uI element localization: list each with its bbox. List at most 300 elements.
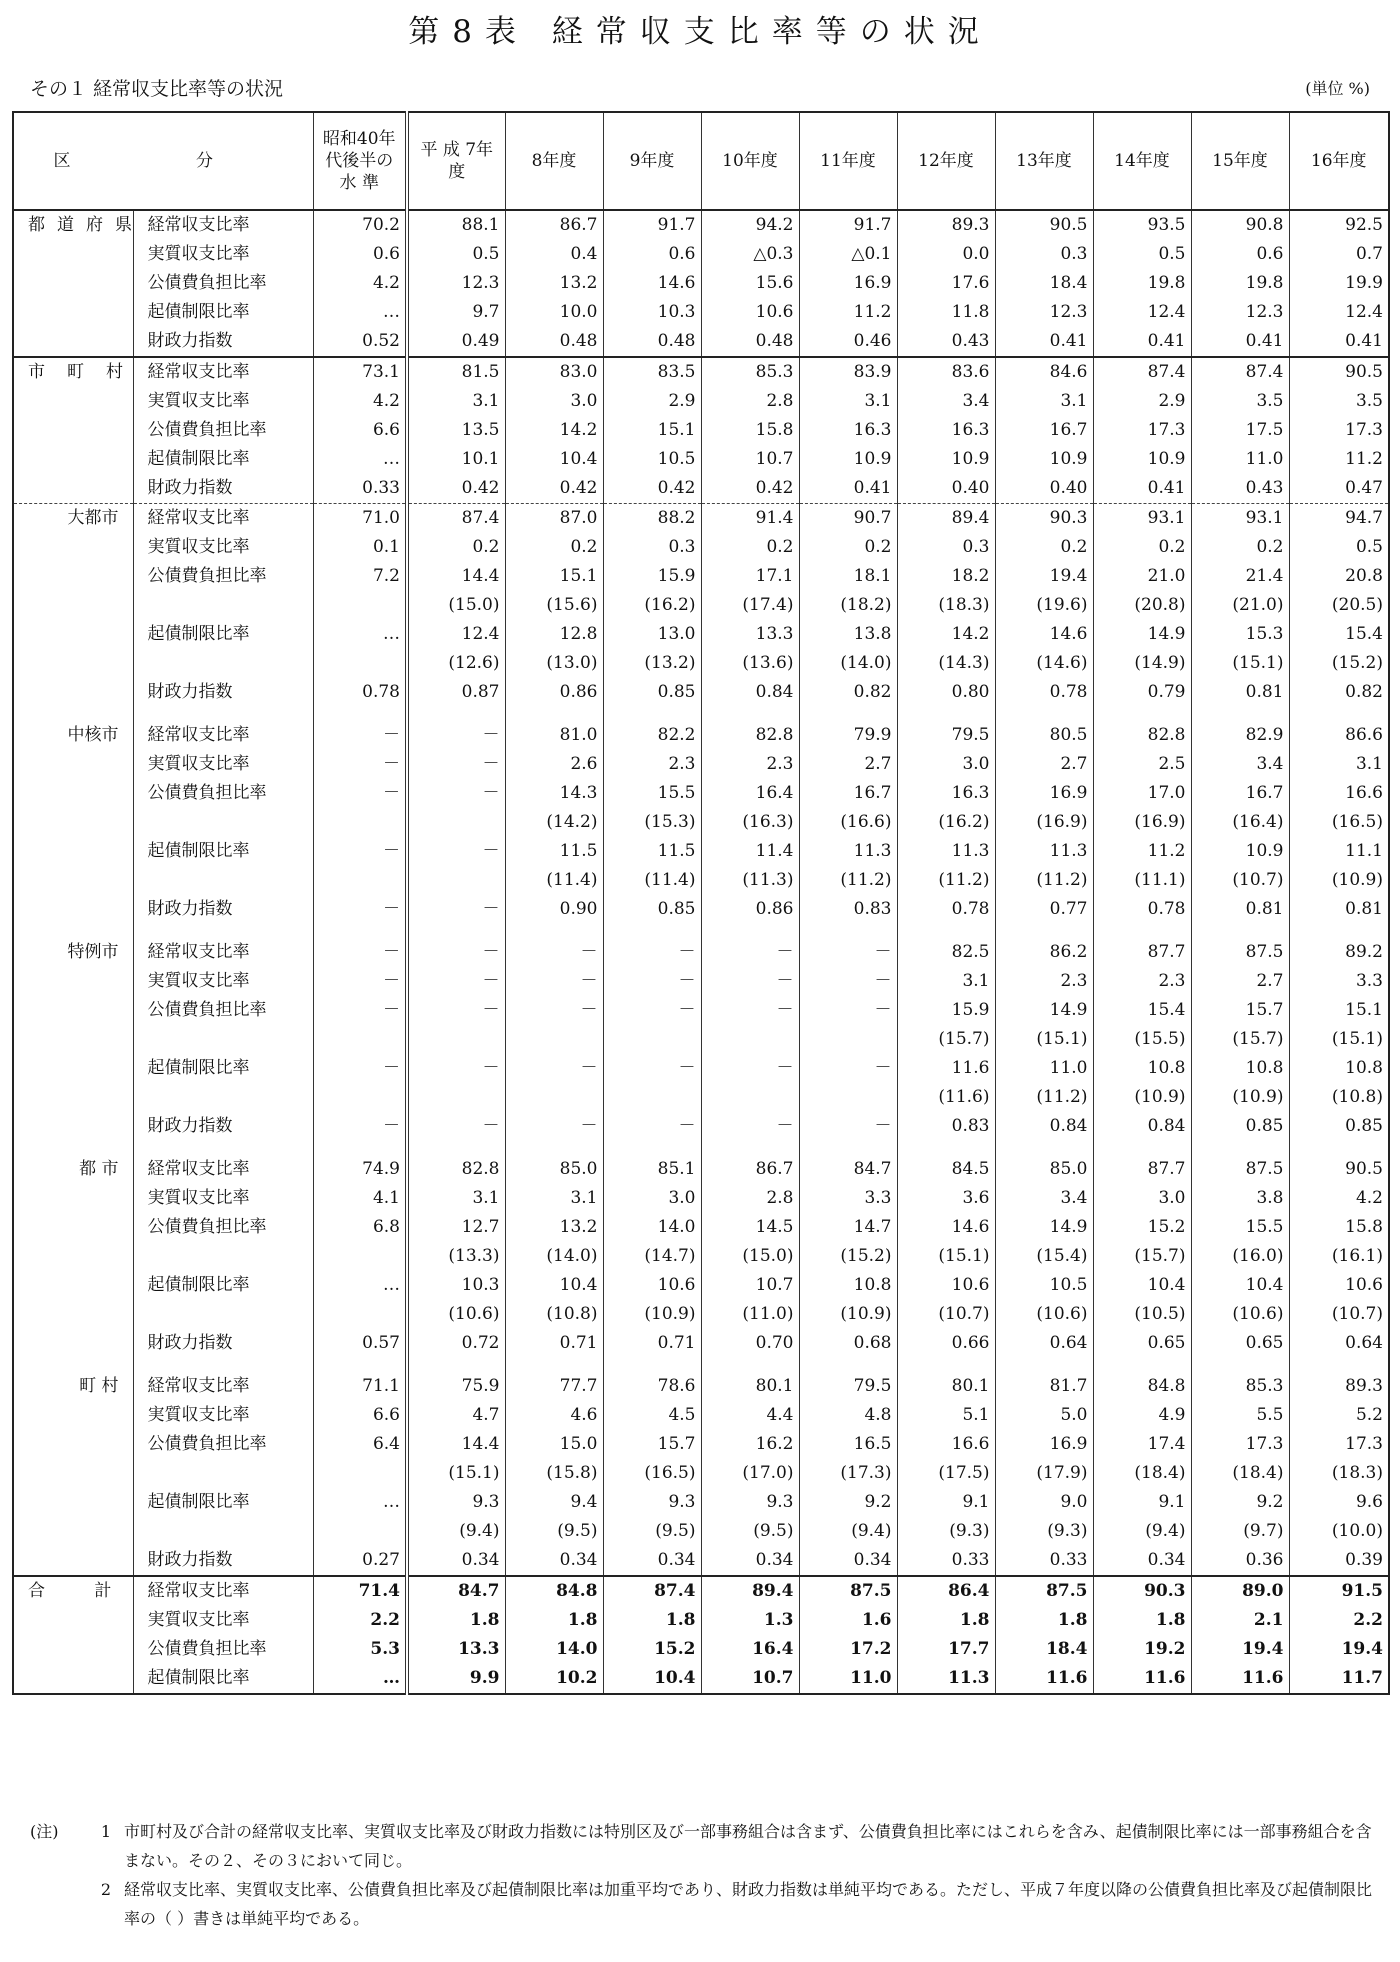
value-cell: 16.4 <box>701 779 799 808</box>
value-cell: 90.7 <box>799 504 897 534</box>
value-cell: 15.2 <box>603 1635 701 1664</box>
value-cell: 1.8 <box>995 1606 1093 1635</box>
value-cell: － <box>701 996 799 1025</box>
value-cell: 86.7 <box>505 210 603 240</box>
value-cell: 18.4 <box>995 269 1093 298</box>
value-cell: (11.2) <box>897 866 995 895</box>
value-cell: 14.4 <box>407 562 505 591</box>
value-cell: 9.3 <box>603 1488 701 1517</box>
value-cell: 89.4 <box>701 1576 799 1606</box>
value-cell: 93.5 <box>1093 210 1191 240</box>
value-cell: 0.3 <box>897 533 995 562</box>
value-cell: － <box>799 996 897 1025</box>
value-cell: (14.0) <box>799 649 897 678</box>
value-cell: (10.0) <box>1289 1517 1389 1546</box>
value-cell: － <box>407 967 505 996</box>
value-cell: 19.9 <box>1289 269 1389 298</box>
value-cell: 87.4 <box>1093 357 1191 387</box>
table-row <box>13 1488 1389 1517</box>
value-cell: 15.4 <box>1289 620 1389 649</box>
indicator-label <box>133 591 313 620</box>
table-row <box>13 357 1389 387</box>
value-cell: － <box>313 721 407 750</box>
value-cell: 81.0 <box>505 721 603 750</box>
value-cell: 0.4 <box>505 240 603 269</box>
value-cell: (16.5) <box>603 1459 701 1488</box>
value-cell: (11.2) <box>995 1083 1093 1112</box>
value-cell: 89.3 <box>897 210 995 240</box>
value-cell: 0.41 <box>1289 327 1389 357</box>
notes-label: (注) <box>30 1822 59 1841</box>
value-cell: 0.2 <box>799 533 897 562</box>
indicator-label: 財政力指数 <box>133 474 313 504</box>
indicator-label <box>133 1300 313 1329</box>
value-cell: 0.41 <box>995 327 1093 357</box>
section-label: 都道府県 <box>13 210 133 240</box>
value-cell: (9.5) <box>603 1517 701 1546</box>
value-cell: 16.6 <box>1289 779 1389 808</box>
value-cell <box>701 1025 799 1054</box>
indicator-label: 実質収支比率 <box>133 1184 313 1213</box>
value-cell: 82.8 <box>1093 721 1191 750</box>
value-cell: 80.1 <box>897 1372 995 1401</box>
value-cell: (9.4) <box>407 1517 505 1546</box>
indicator-label: 財政力指数 <box>133 678 313 707</box>
indicator-label: 公債費負担比率 <box>133 416 313 445</box>
value-cell: 91.7 <box>603 210 701 240</box>
value-cell: (16.4) <box>1191 808 1289 837</box>
value-cell <box>313 1300 407 1329</box>
value-cell: (18.2) <box>799 591 897 620</box>
value-cell: 16.9 <box>799 269 897 298</box>
indicator-label: 財政力指数 <box>133 1546 313 1576</box>
value-cell: 12.7 <box>407 1213 505 1242</box>
value-cell: － <box>505 1054 603 1083</box>
indicator-label: 経常収支比率 <box>133 504 313 534</box>
table-row <box>13 445 1389 474</box>
value-cell: 4.2 <box>313 387 407 416</box>
value-cell: 16.7 <box>995 416 1093 445</box>
value-cell: 3.1 <box>1289 750 1389 779</box>
value-cell: 14.2 <box>897 620 995 649</box>
value-cell: 12.3 <box>995 298 1093 327</box>
value-cell: 0.84 <box>701 678 799 707</box>
header-cell: 14年度 <box>1093 112 1191 210</box>
value-cell: … <box>313 620 407 649</box>
value-cell: (18.3) <box>1289 1459 1389 1488</box>
value-cell: － <box>407 895 505 924</box>
value-cell: 14.0 <box>603 1213 701 1242</box>
value-cell <box>313 866 407 895</box>
value-cell: 83.6 <box>897 357 995 387</box>
value-cell <box>407 1025 505 1054</box>
value-cell: 87.5 <box>1191 938 1289 967</box>
value-cell: 11.0 <box>1191 445 1289 474</box>
value-cell: － <box>313 895 407 924</box>
value-cell: 13.5 <box>407 416 505 445</box>
value-cell: 87.4 <box>1191 357 1289 387</box>
header-cell: 12年度 <box>897 112 995 210</box>
table-row <box>13 1606 1389 1635</box>
value-cell: 0.48 <box>505 327 603 357</box>
value-cell: 10.5 <box>995 1271 1093 1300</box>
indicator-label: 経常収支比率 <box>133 1576 313 1606</box>
table-row <box>13 779 1389 808</box>
indicator-label: 公債費負担比率 <box>133 1430 313 1459</box>
value-cell: 14.0 <box>505 1635 603 1664</box>
value-cell: 10.6 <box>603 1271 701 1300</box>
value-cell: 14.9 <box>995 1213 1093 1242</box>
value-cell: 11.3 <box>995 837 1093 866</box>
value-cell: (18.4) <box>1093 1459 1191 1488</box>
section-label: 都 市 <box>79 1159 119 1179</box>
value-cell: (10.5) <box>1093 1300 1191 1329</box>
value-cell: (18.4) <box>1191 1459 1289 1488</box>
indicator-label: 財政力指数 <box>133 1329 313 1358</box>
value-cell: 0.34 <box>407 1546 505 1576</box>
value-cell: 15.8 <box>1289 1213 1389 1242</box>
value-cell: 18.2 <box>897 562 995 591</box>
header-row <box>13 112 1389 210</box>
value-cell: 10.0 <box>505 298 603 327</box>
value-cell: 19.4 <box>1191 1635 1289 1664</box>
value-cell: 14.6 <box>995 620 1093 649</box>
value-cell: 94.7 <box>1289 504 1389 534</box>
section-label: 合 計 <box>13 1576 133 1606</box>
value-cell: (9.5) <box>701 1517 799 1546</box>
table-row <box>13 327 1389 357</box>
value-cell: － <box>313 750 407 779</box>
value-cell: (16.9) <box>1093 808 1191 837</box>
value-cell: 0.83 <box>897 1112 995 1141</box>
value-cell <box>313 1517 407 1546</box>
value-cell: (10.6) <box>407 1300 505 1329</box>
value-cell: 19.8 <box>1191 269 1289 298</box>
value-cell: 15.3 <box>1191 620 1289 649</box>
value-cell: 9.1 <box>897 1488 995 1517</box>
value-cell: 12.4 <box>1289 298 1389 327</box>
value-cell: 6.8 <box>313 1213 407 1242</box>
value-cell: (13.6) <box>701 649 799 678</box>
value-cell: 11.0 <box>799 1664 897 1694</box>
value-cell: 74.9 <box>313 1155 407 1184</box>
value-cell: 0.3 <box>995 240 1093 269</box>
value-cell: 0.34 <box>799 1546 897 1576</box>
value-cell: 91.5 <box>1289 1576 1389 1606</box>
value-cell: 16.7 <box>799 779 897 808</box>
value-cell: 17.3 <box>1289 416 1389 445</box>
value-cell: (10.8) <box>1289 1083 1389 1112</box>
value-cell: 0.68 <box>799 1329 897 1358</box>
value-cell: 10.9 <box>799 445 897 474</box>
value-cell: 0.0 <box>897 240 995 269</box>
value-cell: 93.1 <box>1191 504 1289 534</box>
value-cell: 15.7 <box>603 1430 701 1459</box>
value-cell: 88.2 <box>603 504 701 534</box>
value-cell: 0.85 <box>603 678 701 707</box>
value-cell: 11.6 <box>1191 1664 1289 1694</box>
value-cell: 10.8 <box>1289 1054 1389 1083</box>
value-cell: 2.3 <box>603 750 701 779</box>
value-cell: (10.9) <box>1191 1083 1289 1112</box>
value-cell: △0.3 <box>701 240 799 269</box>
value-cell: － <box>603 1054 701 1083</box>
value-cell: (14.9) <box>1093 649 1191 678</box>
value-cell: (17.4) <box>701 591 799 620</box>
indicator-label <box>133 1242 313 1271</box>
value-cell: － <box>603 967 701 996</box>
value-cell: 10.4 <box>505 445 603 474</box>
value-cell: 80.5 <box>995 721 1093 750</box>
table-row <box>13 837 1389 866</box>
value-cell: 81.5 <box>407 357 505 387</box>
value-cell: 16.6 <box>897 1430 995 1459</box>
value-cell: 10.9 <box>1191 837 1289 866</box>
value-cell: 17.3 <box>1289 1430 1389 1459</box>
value-cell: 87.5 <box>799 1576 897 1606</box>
value-cell: 0.42 <box>603 474 701 504</box>
value-cell: 75.9 <box>407 1372 505 1401</box>
value-cell: (11.3) <box>701 866 799 895</box>
value-cell: 2.8 <box>701 387 799 416</box>
value-cell: 12.4 <box>407 620 505 649</box>
value-cell: 5.0 <box>995 1401 1093 1430</box>
indicator-label: 起債制限比率 <box>133 1054 313 1083</box>
value-cell: 0.5 <box>407 240 505 269</box>
indicator-label: 起債制限比率 <box>133 445 313 474</box>
value-cell: 2.6 <box>505 750 603 779</box>
value-cell: 9.0 <box>995 1488 1093 1517</box>
value-cell: 3.4 <box>995 1184 1093 1213</box>
value-cell: 14.3 <box>505 779 603 808</box>
table-row <box>13 210 1389 240</box>
value-cell: 17.5 <box>1191 416 1289 445</box>
value-cell: 10.4 <box>505 1271 603 1300</box>
value-cell: 87.7 <box>1093 1155 1191 1184</box>
value-cell: 15.9 <box>603 562 701 591</box>
value-cell: (12.6) <box>407 649 505 678</box>
value-cell: 0.40 <box>995 474 1093 504</box>
value-cell: 14.5 <box>701 1213 799 1242</box>
indicator-label: 公債費負担比率 <box>133 779 313 808</box>
value-cell: 0.34 <box>701 1546 799 1576</box>
table-row <box>13 895 1389 924</box>
value-cell: 10.8 <box>799 1271 897 1300</box>
value-cell: (9.4) <box>1093 1517 1191 1546</box>
table-row <box>13 1300 1389 1329</box>
value-cell: 0.2 <box>1191 533 1289 562</box>
value-cell: 3.1 <box>407 387 505 416</box>
value-cell: 19.4 <box>1289 1635 1389 1664</box>
value-cell: － <box>701 1054 799 1083</box>
table-row <box>13 298 1389 327</box>
value-cell: 85.0 <box>505 1155 603 1184</box>
table-row <box>13 1155 1389 1184</box>
value-cell: 16.4 <box>701 1635 799 1664</box>
value-cell: － <box>407 750 505 779</box>
value-cell: 9.2 <box>799 1488 897 1517</box>
value-cell: 1.8 <box>603 1606 701 1635</box>
value-cell: 9.9 <box>407 1664 505 1694</box>
value-cell: 82.8 <box>701 721 799 750</box>
value-cell: 15.7 <box>1191 996 1289 1025</box>
value-cell: 3.4 <box>1191 750 1289 779</box>
value-cell: 0.85 <box>603 895 701 924</box>
value-cell: 73.1 <box>313 357 407 387</box>
value-cell: 15.2 <box>1093 1213 1191 1242</box>
value-cell: (14.0) <box>505 1242 603 1271</box>
value-cell: 79.5 <box>799 1372 897 1401</box>
value-cell: 87.5 <box>995 1576 1093 1606</box>
value-cell <box>505 1083 603 1112</box>
header-cell: 平 成 7年度 <box>407 112 505 210</box>
value-cell: (15.2) <box>1289 649 1389 678</box>
value-cell: 0.65 <box>1191 1329 1289 1358</box>
header-cell: 16年度 <box>1289 112 1389 210</box>
value-cell: 0.49 <box>407 327 505 357</box>
value-cell: 91.7 <box>799 210 897 240</box>
value-cell: 2.3 <box>701 750 799 779</box>
value-cell: 0.36 <box>1191 1546 1289 1576</box>
value-cell: 0.42 <box>701 474 799 504</box>
value-cell: 0.77 <box>995 895 1093 924</box>
value-cell: 90.3 <box>995 504 1093 534</box>
value-cell: 5.2 <box>1289 1401 1389 1430</box>
value-cell: 15.1 <box>1289 996 1389 1025</box>
indicator-label: 起債制限比率 <box>133 1664 313 1694</box>
value-cell: 4.5 <box>603 1401 701 1430</box>
note-number: 2 <box>100 1880 112 1899</box>
value-cell: 0.34 <box>603 1546 701 1576</box>
value-cell: 0.2 <box>407 533 505 562</box>
value-cell: 11.3 <box>897 837 995 866</box>
table-row <box>13 1329 1389 1358</box>
value-cell: … <box>313 298 407 327</box>
table-row <box>13 721 1389 750</box>
value-cell: － <box>313 1112 407 1141</box>
value-cell: 2.7 <box>799 750 897 779</box>
value-cell: (15.1) <box>1191 649 1289 678</box>
value-cell: (19.6) <box>995 591 1093 620</box>
value-cell: 9.7 <box>407 298 505 327</box>
table-row <box>13 996 1389 1025</box>
value-cell: 17.3 <box>1191 1430 1289 1459</box>
value-cell: 11.3 <box>799 837 897 866</box>
value-cell: 0.2 <box>701 533 799 562</box>
value-cell: 4.7 <box>407 1401 505 1430</box>
value-cell: 10.4 <box>603 1664 701 1694</box>
value-cell: 10.4 <box>1093 1271 1191 1300</box>
value-cell: 79.9 <box>799 721 897 750</box>
value-cell: 2.9 <box>603 387 701 416</box>
value-cell: 0.5 <box>1093 240 1191 269</box>
table-row <box>13 240 1389 269</box>
value-cell: 92.5 <box>1289 210 1389 240</box>
value-cell: 11.4 <box>701 837 799 866</box>
value-cell: 14.9 <box>995 996 1093 1025</box>
table-row <box>13 474 1389 504</box>
value-cell: (13.0) <box>505 649 603 678</box>
value-cell: 81.7 <box>995 1372 1093 1401</box>
value-cell: (9.5) <box>505 1517 603 1546</box>
table-row <box>13 1083 1389 1112</box>
header-cell: 11年度 <box>799 112 897 210</box>
value-cell: － <box>603 1112 701 1141</box>
value-cell: 0.80 <box>897 678 995 707</box>
table-row <box>13 750 1389 779</box>
value-cell: 0.48 <box>603 327 701 357</box>
table-row <box>13 533 1389 562</box>
value-cell: (16.5) <box>1289 808 1389 837</box>
value-cell: 82.9 <box>1191 721 1289 750</box>
indicator-label: 財政力指数 <box>133 327 313 357</box>
table-row <box>13 562 1389 591</box>
value-cell: 0.6 <box>603 240 701 269</box>
value-cell: 3.1 <box>799 387 897 416</box>
value-cell: 0.41 <box>1093 474 1191 504</box>
value-cell: － <box>505 938 603 967</box>
indicator-label <box>133 1459 313 1488</box>
value-cell: (15.1) <box>995 1025 1093 1054</box>
value-cell: 11.1 <box>1289 837 1389 866</box>
value-cell: (16.2) <box>897 808 995 837</box>
value-cell: 9.3 <box>701 1488 799 1517</box>
value-cell: 0.72 <box>407 1329 505 1358</box>
value-cell: 15.1 <box>603 416 701 445</box>
section-label: 中核市 <box>67 725 119 745</box>
page-title: 第8表 経常収支比率等の状況 <box>408 14 992 50</box>
value-cell: (15.1) <box>407 1459 505 1488</box>
value-cell: 10.7 <box>701 1664 799 1694</box>
value-cell: 91.4 <box>701 504 799 534</box>
value-cell: － <box>799 1054 897 1083</box>
value-cell: 86.4 <box>897 1576 995 1606</box>
value-cell: 9.2 <box>1191 1488 1289 1517</box>
table-row <box>13 866 1389 895</box>
value-cell: (20.8) <box>1093 591 1191 620</box>
value-cell: 12.3 <box>1191 298 1289 327</box>
value-cell: 3.0 <box>505 387 603 416</box>
value-cell: 9.3 <box>407 1488 505 1517</box>
value-cell: 3.8 <box>1191 1184 1289 1213</box>
value-cell: 0.82 <box>1289 678 1389 707</box>
value-cell: 13.8 <box>799 620 897 649</box>
value-cell: 3.0 <box>1093 1184 1191 1213</box>
value-cell: 3.1 <box>505 1184 603 1213</box>
value-cell: 2.2 <box>1289 1606 1389 1635</box>
value-cell: 0.6 <box>1191 240 1289 269</box>
value-cell: 3.1 <box>897 967 995 996</box>
header-cell: 区 分 <box>13 112 313 210</box>
value-cell: (15.7) <box>1093 1242 1191 1271</box>
indicator-label: 起債制限比率 <box>133 1271 313 1300</box>
value-cell: 83.0 <box>505 357 603 387</box>
value-cell: 6.6 <box>313 1401 407 1430</box>
value-cell: 86.7 <box>701 1155 799 1184</box>
header-cell: 9年度 <box>603 112 701 210</box>
value-cell: (17.9) <box>995 1459 1093 1488</box>
value-cell: 71.1 <box>313 1372 407 1401</box>
value-cell: (9.3) <box>897 1517 995 1546</box>
value-cell: 14.6 <box>897 1213 995 1242</box>
section-label: 大都市 <box>13 504 133 534</box>
value-cell: (10.6) <box>1191 1300 1289 1329</box>
value-cell: 10.9 <box>1093 445 1191 474</box>
value-cell: … <box>313 1488 407 1517</box>
value-cell: (10.6) <box>995 1300 1093 1329</box>
indicator-label <box>133 1517 313 1546</box>
value-cell <box>799 1025 897 1054</box>
